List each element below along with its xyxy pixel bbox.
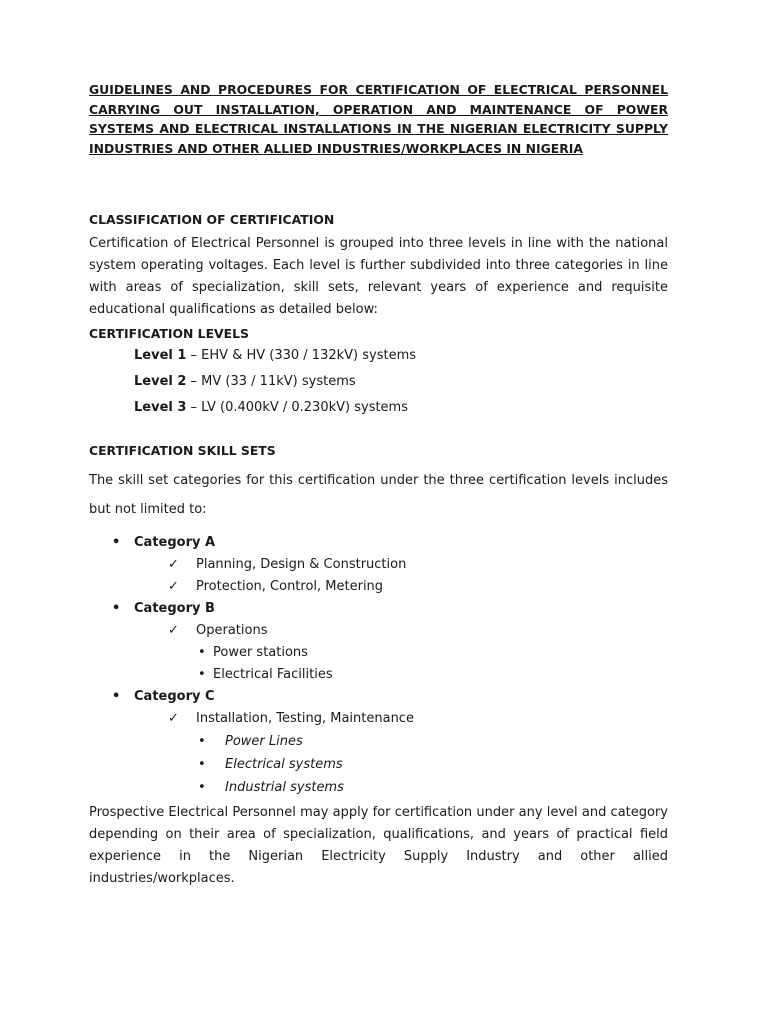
levels-list bbox=[89, 343, 668, 421]
checkmark-icon: ✓ bbox=[168, 623, 179, 638]
checkmark-icon: ✓ bbox=[168, 557, 179, 572]
list-item: • Power Lines bbox=[89, 730, 668, 753]
category-list bbox=[89, 532, 668, 799]
category-label: Category B bbox=[134, 601, 215, 616]
closing-paragraph: Prospective Electrical Personnel may apply for certification under any level and category depending on their area of specialization, qualifications, and years of practical field experience in the Nigerian Electricity Supply Industry and other allied industries/workplaces. bbox=[89, 805, 668, 886]
level-text: – MV (33 / 11kV) systems bbox=[186, 374, 356, 389]
list-item: • Electrical systems bbox=[89, 753, 668, 776]
level-label: Level 2 bbox=[134, 374, 187, 389]
checkmark-icon: ✓ bbox=[168, 579, 179, 594]
level-text: – EHV & HV (330 / 132kV) systems bbox=[186, 348, 417, 363]
category-label: Category C bbox=[134, 689, 215, 704]
list-item: • Power stations bbox=[89, 642, 668, 664]
list-item: ✓ Planning, Design & Construction bbox=[89, 554, 668, 576]
bullet-icon: • bbox=[198, 667, 206, 682]
spacer bbox=[89, 158, 668, 210]
category-c bbox=[89, 686, 668, 708]
category-label: Category A bbox=[134, 535, 216, 550]
levels-heading: CERTIFICATION LEVELS bbox=[89, 326, 249, 341]
list-item: • Electrical Facilities bbox=[89, 664, 668, 686]
bullet-icon: • bbox=[198, 780, 206, 795]
bullet-icon: • bbox=[198, 734, 206, 749]
level-label: Level 1 bbox=[134, 348, 187, 363]
level-item bbox=[134, 369, 668, 395]
list-item: • Industrial systems bbox=[89, 776, 668, 799]
document-page bbox=[89, 80, 668, 890]
category-a bbox=[89, 532, 668, 554]
list-item: ✓ Installation, Testing, Maintenance bbox=[89, 708, 668, 730]
level-text: – LV (0.400kV / 0.230kV) systems bbox=[186, 400, 408, 415]
classification-heading: CLASSIFICATION OF CERTIFICATION bbox=[89, 212, 335, 227]
list-item: ✓ Protection, Control, Metering bbox=[89, 576, 668, 598]
checkmark-icon: ✓ bbox=[168, 711, 179, 726]
bullet-icon: • bbox=[112, 689, 121, 704]
bullet-icon: • bbox=[112, 535, 121, 550]
bullet-icon: • bbox=[198, 757, 206, 772]
bullet-icon: • bbox=[112, 601, 121, 616]
skills-intro: The skill set categories for this certification under the three certification levels includes but not limited to: bbox=[89, 473, 668, 517]
classification-body: Certification of Electrical Personnel is grouped into three levels in line with the national system operating voltages. Each level is further subdivided into three categories in line with areas of specialization, skill sets, relevant years of experience and requisite educational qualifications as detailed below: bbox=[89, 236, 668, 317]
skills-heading: CERTIFICATION SKILL SETS bbox=[89, 443, 276, 458]
level-label: Level 3 bbox=[134, 400, 187, 415]
level-item bbox=[134, 343, 668, 369]
category-b bbox=[89, 598, 668, 620]
bullet-icon: • bbox=[198, 645, 206, 660]
level-item bbox=[134, 395, 668, 421]
list-item: ✓ Operations bbox=[89, 620, 668, 642]
document-title: GUIDELINES AND PROCEDURES FOR CERTIFICATION OF ELECTRICAL PERSONNEL CARRYING OUT INSTALLATION, OPERATION AND MAINTENANCE OF POWER SYSTEMS AND ELECTRICAL INSTALLATIONS IN THE NIGERIAN ELECTRICITY SUPPLY INDUSTRIES AND OTHER ALLIED INDUSTRIES/WORKPLACES IN NIGERIA bbox=[89, 82, 668, 156]
